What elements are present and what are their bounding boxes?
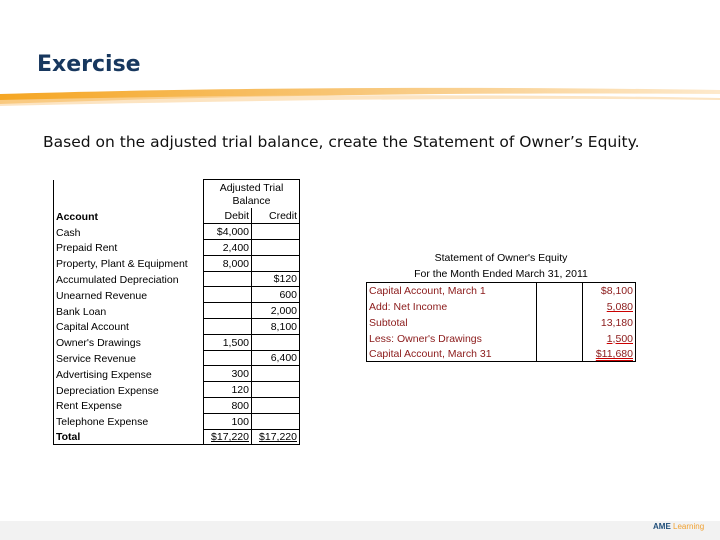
credit-value	[252, 255, 300, 271]
total-debit	[204, 429, 252, 445]
debit-value: 120	[204, 382, 252, 398]
header-line-1: Adjusted Trial	[219, 182, 284, 194]
statement-amount	[583, 298, 636, 314]
statement-amount	[583, 314, 636, 330]
statement-blank-cell	[537, 330, 583, 346]
credit-value	[252, 366, 300, 382]
debit-value: 100	[204, 413, 252, 429]
logo-bold-text: AME	[653, 522, 671, 531]
amount-value: 5,080	[606, 301, 633, 314]
credit-value	[252, 334, 300, 350]
debit-column-header: Debit	[204, 208, 252, 224]
amount-value: 13,180	[600, 316, 633, 329]
statement-amount	[583, 346, 636, 362]
header-line-2: Balance	[232, 195, 271, 207]
account-name: Unearned Revenue	[54, 287, 204, 303]
statement-label: Capital Account, March 31	[367, 346, 537, 362]
account-name: Capital Account	[54, 319, 204, 335]
statement-label: Subtotal	[367, 314, 537, 330]
account-name: Prepaid Rent	[54, 240, 204, 256]
account-name: Service Revenue	[54, 350, 204, 366]
slide-subtitle: Based on the adjusted trial balance, create the Statement of Owner’s Equity.	[43, 133, 640, 151]
amount-value: 1,500	[606, 332, 633, 345]
credit-value: 600	[252, 287, 300, 303]
ame-learning-logo	[653, 522, 704, 531]
debit-value: $4,000	[204, 224, 252, 240]
total-label: Total	[54, 429, 204, 445]
orange-swoosh-decoration	[0, 82, 720, 110]
table-row	[54, 240, 300, 256]
header-blank-cell	[54, 180, 204, 209]
debit-value: 1,500	[204, 334, 252, 350]
statement-blank-cell	[537, 314, 583, 330]
account-name: Accumulated Depreciation	[54, 271, 204, 287]
table-row	[54, 224, 300, 240]
table-row	[367, 283, 636, 299]
debit-value	[204, 350, 252, 366]
statement-blank-cell	[537, 346, 583, 362]
account-name: Telephone Expense	[54, 413, 204, 429]
debit-value	[204, 319, 252, 335]
statement-of-owners-equity-table	[366, 282, 636, 362]
credit-value	[252, 398, 300, 414]
debit-value	[204, 287, 252, 303]
table-row	[54, 413, 300, 429]
statement-label: Add: Net Income	[367, 298, 537, 314]
credit-value	[252, 224, 300, 240]
total-debit-value: $17,220	[211, 431, 249, 444]
account-name: Cash	[54, 224, 204, 240]
table-row	[367, 346, 636, 362]
account-name: Bank Loan	[54, 303, 204, 319]
statement-period: For the Month Ended March 31, 2011	[414, 267, 588, 280]
debit-value	[204, 303, 252, 319]
debit-value	[204, 271, 252, 287]
credit-column-header: Credit	[252, 208, 300, 224]
account-column-header: Account	[54, 208, 204, 224]
table-row	[54, 287, 300, 303]
statement-label: Capital Account, March 1	[367, 283, 537, 299]
table-row	[367, 298, 636, 314]
statement-blank-cell	[537, 283, 583, 299]
table-row	[54, 398, 300, 414]
total-row	[54, 429, 300, 445]
statement-heading	[366, 251, 636, 282]
debit-value: 8,000	[204, 255, 252, 271]
table-row	[54, 255, 300, 271]
credit-value	[252, 240, 300, 256]
total-credit-value: $17,220	[259, 431, 297, 444]
statement-title: Statement of Owner's Equity	[434, 252, 568, 264]
account-name: Advertising Expense	[54, 366, 204, 382]
table-row	[367, 330, 636, 346]
footer-bar	[0, 521, 720, 540]
account-name: Rent Expense	[54, 398, 204, 414]
credit-value: $120	[252, 271, 300, 287]
logo-light-text: Learning	[673, 522, 705, 531]
credit-value	[252, 382, 300, 398]
debit-value: 300	[204, 366, 252, 382]
account-name: Property, Plant & Equipment	[54, 255, 204, 271]
statement-amount	[583, 283, 636, 299]
table-row	[54, 350, 300, 366]
total-credit	[252, 429, 300, 445]
credit-value: 8,100	[252, 319, 300, 335]
table-row	[54, 366, 300, 382]
slide-title: Exercise	[37, 52, 141, 77]
table-row	[54, 271, 300, 287]
statement-label: Less: Owner's Drawings	[367, 330, 537, 346]
adjusted-trial-balance-table	[53, 179, 300, 445]
amount-value: $8,100	[600, 285, 633, 298]
account-name: Owner's Drawings	[54, 334, 204, 350]
table-row	[54, 303, 300, 319]
amount-value: $11,680	[595, 347, 633, 360]
statement-blank-cell	[537, 298, 583, 314]
table-row	[54, 334, 300, 350]
table-row	[54, 319, 300, 335]
table-row	[54, 382, 300, 398]
statement-amount	[583, 330, 636, 346]
credit-value	[252, 413, 300, 429]
table-row	[367, 314, 636, 330]
account-name: Depreciation Expense	[54, 382, 204, 398]
credit-value: 6,400	[252, 350, 300, 366]
debit-value: 800	[204, 398, 252, 414]
credit-value: 2,000	[252, 303, 300, 319]
trial-balance-header	[204, 180, 300, 209]
debit-value: 2,400	[204, 240, 252, 256]
